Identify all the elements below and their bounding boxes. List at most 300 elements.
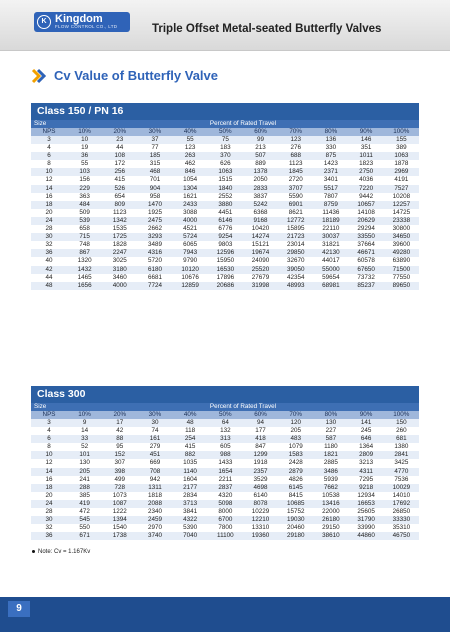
cv-value-cell: 3088 xyxy=(173,209,208,217)
cv-value-cell: 130 xyxy=(313,419,348,427)
table-row xyxy=(31,209,419,217)
cv-value-cell: 370 xyxy=(208,152,243,160)
cv-value-cell: 68981 xyxy=(313,282,348,290)
nps-cell: 30 xyxy=(31,516,67,524)
cv-value-cell: 103 xyxy=(67,168,102,176)
cv-value-cell: 2475 xyxy=(137,217,172,225)
cv-value-cell: 288 xyxy=(67,484,102,492)
cv-value-cell: 988 xyxy=(208,451,243,459)
column-header: 80% xyxy=(313,411,348,419)
cv-value-cell: 4826 xyxy=(278,476,313,484)
cv-value-cell: 13310 xyxy=(243,524,278,532)
cv-value-cell: 25520 xyxy=(243,266,278,274)
cv-value-cell: 42 xyxy=(102,427,137,435)
nps-cell: 24 xyxy=(31,500,67,508)
cv-value-cell: 5242 xyxy=(243,201,278,209)
cv-value-cell: 3713 xyxy=(173,500,208,508)
cv-value-cell: 942 xyxy=(137,476,172,484)
cv-value-cell: 21723 xyxy=(278,233,313,241)
cv-value-cell: 279 xyxy=(137,443,172,451)
company-logo xyxy=(34,12,130,32)
cv-value-cell: 1222 xyxy=(102,508,137,516)
cv-value-cell: 6700 xyxy=(208,516,243,524)
cv-value-cell: 1423 xyxy=(313,160,348,168)
column-header: 50% xyxy=(208,128,243,136)
cv-value-cell: 2371 xyxy=(313,168,348,176)
cv-value-cell: 172 xyxy=(102,160,137,168)
cv-value-cell: 2970 xyxy=(137,524,172,532)
cv-value-cell: 29180 xyxy=(278,532,313,540)
cv-value-cell: 260 xyxy=(384,427,419,435)
column-header: NPS xyxy=(31,128,67,136)
cv-value-cell: 118 xyxy=(173,427,208,435)
cv-value-cell: 9803 xyxy=(208,241,243,249)
logo-name: Kingdom xyxy=(55,13,103,25)
nps-cell: 42 xyxy=(31,266,67,274)
cv-value-cell: 708 xyxy=(137,468,172,476)
cv-value-cell: 276 xyxy=(278,144,313,152)
cv-value-cell: 7527 xyxy=(384,185,419,193)
table-row xyxy=(31,193,419,201)
cv-value-cell: 183 xyxy=(208,144,243,152)
cv-value-cell: 136 xyxy=(313,136,348,144)
cv-value-cell: 1604 xyxy=(173,476,208,484)
cv-value-cell: 16653 xyxy=(349,500,384,508)
cv-value-cell: 6145 xyxy=(278,484,313,492)
cv-value-cell: 1621 xyxy=(173,193,208,201)
cv-value-cell: 19674 xyxy=(243,249,278,257)
cv-value-cell: 35310 xyxy=(384,524,419,532)
cv-value-cell: 14274 xyxy=(243,233,278,241)
cv-value-cell: 6180 xyxy=(137,266,172,274)
cv-value-cell: 263 xyxy=(173,152,208,160)
table-row xyxy=(31,225,419,233)
column-header: 20% xyxy=(102,411,137,419)
cv-value-cell: 5724 xyxy=(173,233,208,241)
nps-cell: 44 xyxy=(31,274,67,282)
cv-value-cell: 2552 xyxy=(208,193,243,201)
column-header: 40% xyxy=(173,411,208,419)
cv-value-cell: 59654 xyxy=(313,274,348,282)
section-title: Cv Value of Butterfly Valve xyxy=(54,68,219,83)
cv-value-cell: 1304 xyxy=(173,185,208,193)
cv-value-cell: 89650 xyxy=(384,282,419,290)
cv-value-cell: 1515 xyxy=(208,176,243,184)
cv-value-cell: 37 xyxy=(137,136,172,144)
cv-value-cell: 10676 xyxy=(173,274,208,282)
cv-value-cell: 313 xyxy=(208,435,243,443)
column-header: 20% xyxy=(102,128,137,136)
cv-value-cell: 389 xyxy=(384,144,419,152)
cv-value-cell: 3880 xyxy=(208,201,243,209)
cv-value-cell: 1465 xyxy=(67,274,102,282)
cv-value-cell: 22000 xyxy=(313,508,348,516)
cv-value-cell: 75 xyxy=(208,136,243,144)
cv-value-cell: 10420 xyxy=(243,225,278,233)
cv-value-cell: 141 xyxy=(349,419,384,427)
cv-value-cell: 17692 xyxy=(384,500,419,508)
cv-value-cell: 30037 xyxy=(313,233,348,241)
cv-value-cell: 42130 xyxy=(313,249,348,257)
cv-value-cell: 5720 xyxy=(137,257,172,265)
cv-value-cell: 71500 xyxy=(384,266,419,274)
table-row xyxy=(31,532,419,540)
column-header: 100% xyxy=(384,411,419,419)
column-header: 30% xyxy=(137,411,172,419)
cv-value-cell: 15895 xyxy=(278,225,313,233)
nps-cell: 20 xyxy=(31,209,67,217)
cv-value-cell: 44 xyxy=(102,144,137,152)
cv-value-cell: 36 xyxy=(67,152,102,160)
cv-value-cell: 7220 xyxy=(349,185,384,193)
cv-value-cell: 108 xyxy=(102,152,137,160)
cv-value-cell: 14108 xyxy=(349,209,384,217)
cv-value-cell: 2969 xyxy=(384,168,419,176)
cv-value-cell: 7807 xyxy=(313,193,348,201)
bullet-icon xyxy=(32,550,35,553)
cv-value-cell: 85237 xyxy=(349,282,384,290)
table-row xyxy=(31,282,419,290)
cv-value-cell: 55000 xyxy=(313,266,348,274)
cv-value-cell: 728 xyxy=(102,484,137,492)
cv-value-cell: 1823 xyxy=(349,160,384,168)
cv-value-cell: 2211 xyxy=(208,476,243,484)
cv-value-cell: 539 xyxy=(67,217,102,225)
cv-value-cell: 177 xyxy=(243,427,278,435)
cv-value-cell: 6776 xyxy=(208,225,243,233)
cv-value-cell: 16530 xyxy=(208,266,243,274)
cv-value-cell: 2177 xyxy=(173,484,208,492)
column-header: 100% xyxy=(384,128,419,136)
nps-cell: 36 xyxy=(31,249,67,257)
travel-label: Percent of Rated Travel xyxy=(67,120,419,128)
nps-cell: 20 xyxy=(31,492,67,500)
cv-value-cell: 809 xyxy=(102,201,137,209)
cv-value-cell: 4698 xyxy=(243,484,278,492)
cv-value-cell: 846 xyxy=(173,168,208,176)
cv-value-cell: 7800 xyxy=(208,524,243,532)
column-header: NPS xyxy=(31,411,67,419)
column-header: 90% xyxy=(349,128,384,136)
cv-value-cell: 23338 xyxy=(384,217,419,225)
cv-value-cell: 48993 xyxy=(278,282,313,290)
nps-cell: 8 xyxy=(31,160,67,168)
cv-value-cell: 11436 xyxy=(313,209,348,217)
cv-value-cell: 11100 xyxy=(208,532,243,540)
table-row xyxy=(31,185,419,193)
cv-value-cell: 67650 xyxy=(349,266,384,274)
cv-value-cell: 6368 xyxy=(243,209,278,217)
nps-cell: 16 xyxy=(31,476,67,484)
cv-value-cell: 55 xyxy=(67,160,102,168)
cv-value-cell: 4311 xyxy=(349,468,384,476)
cv-value-cell: 95 xyxy=(102,443,137,451)
cv-value-cell: 4451 xyxy=(208,209,243,217)
cv-value-cell: 77 xyxy=(137,144,172,152)
table-row xyxy=(31,241,419,249)
cv-value-cell: 654 xyxy=(102,193,137,201)
cv-value-cell: 42354 xyxy=(278,274,313,282)
cv-value-cell: 120 xyxy=(278,419,313,427)
cv-value-cell: 669 xyxy=(137,459,172,467)
cv-value-cell: 1342 xyxy=(102,217,137,225)
cv-value-cell: 20629 xyxy=(349,217,384,225)
nps-cell: 28 xyxy=(31,508,67,516)
cv-value-cell: 1470 xyxy=(137,201,172,209)
table-row xyxy=(31,266,419,274)
cv-value-cell: 1656 xyxy=(67,282,102,290)
cv-value-cell: 33330 xyxy=(384,516,419,524)
cv-value-cell: 48 xyxy=(173,419,208,427)
cv-value-cell: 227 xyxy=(313,427,348,435)
cv-value-cell: 22110 xyxy=(313,225,348,233)
cv-value-cell: 1918 xyxy=(243,459,278,467)
cv-value-cell: 3293 xyxy=(137,233,172,241)
cv-value-cell: 2428 xyxy=(278,459,313,467)
cv-table-class-300 xyxy=(31,403,419,540)
cv-value-cell: 30800 xyxy=(384,225,419,233)
cv-value-cell: 1433 xyxy=(208,459,243,467)
cv-value-cell: 9218 xyxy=(349,484,384,492)
note-text: Note: Cv = 1.167Kv xyxy=(38,549,91,555)
logo-mark-icon: K xyxy=(37,15,51,29)
cv-value-cell: 23014 xyxy=(278,241,313,249)
cv-value-cell: 241 xyxy=(67,476,102,484)
cv-value-cell: 4316 xyxy=(137,249,172,257)
cv-value-cell: 26180 xyxy=(313,516,348,524)
cv-value-cell: 1035 xyxy=(173,459,208,467)
table-row xyxy=(31,484,419,492)
table-row xyxy=(31,201,419,209)
cv-value-cell: 847 xyxy=(243,443,278,451)
column-header: 80% xyxy=(313,128,348,136)
cv-value-cell: 2750 xyxy=(349,168,384,176)
nps-cell: 32 xyxy=(31,524,67,532)
cv-value-cell: 550 xyxy=(67,524,102,532)
cv-value-cell: 1394 xyxy=(102,516,137,524)
cv-value-cell: 9254 xyxy=(208,233,243,241)
table-row xyxy=(31,168,419,176)
cv-value-cell: 39050 xyxy=(278,266,313,274)
cv-value-cell: 1840 xyxy=(208,185,243,193)
cv-value-cell: 9 xyxy=(67,419,102,427)
page-footer xyxy=(0,597,450,632)
cv-value-cell: 3707 xyxy=(278,185,313,193)
cv-value-cell: 1845 xyxy=(278,168,313,176)
column-header: 70% xyxy=(278,128,313,136)
cv-value-cell: 18189 xyxy=(313,217,348,225)
cv-value-cell: 1123 xyxy=(102,209,137,217)
cv-value-cell: 10120 xyxy=(173,266,208,274)
cv-value-cell: 671 xyxy=(67,532,102,540)
cv-value-cell: 229 xyxy=(67,185,102,193)
cv-value-cell: 33990 xyxy=(349,524,384,532)
table-row xyxy=(31,435,419,443)
cv-value-cell: 31790 xyxy=(349,516,384,524)
cv-value-cell: 509 xyxy=(67,209,102,217)
cv-value-cell: 3213 xyxy=(349,459,384,467)
cv-value-cell: 1087 xyxy=(102,500,137,508)
cv-value-cell: 3489 xyxy=(137,241,172,249)
nps-cell: 10 xyxy=(31,168,67,176)
class-label: Class 150 / PN 16 xyxy=(31,103,419,120)
cv-value-cell: 39600 xyxy=(384,241,419,249)
cv-value-cell: 1140 xyxy=(173,468,208,476)
cv-value-cell: 4320 xyxy=(208,492,243,500)
table-row xyxy=(31,427,419,435)
column-header-row xyxy=(31,411,419,419)
table-row xyxy=(31,459,419,467)
cv-value-cell: 10 xyxy=(67,136,102,144)
cv-value-cell: 419 xyxy=(67,500,102,508)
cv-value-cell: 33 xyxy=(67,435,102,443)
cv-value-cell: 12772 xyxy=(278,217,313,225)
cv-value-cell: 3425 xyxy=(384,459,419,467)
cv-value-cell: 63890 xyxy=(384,257,419,265)
cv-value-cell: 15121 xyxy=(243,241,278,249)
cv-value-cell: 8415 xyxy=(278,492,313,500)
cv-value-cell: 7662 xyxy=(313,484,348,492)
cv-value-cell: 2050 xyxy=(243,176,278,184)
cv-value-cell: 1073 xyxy=(102,492,137,500)
size-header-row xyxy=(31,120,419,128)
cv-value-cell: 1320 xyxy=(67,257,102,265)
cv-value-cell: 2340 xyxy=(137,508,172,516)
cv-value-cell: 748 xyxy=(67,241,102,249)
cv-value-cell: 10538 xyxy=(313,492,348,500)
cv-value-cell: 2662 xyxy=(137,225,172,233)
nps-cell: 8 xyxy=(31,443,67,451)
cv-value-cell: 626 xyxy=(208,160,243,168)
cv-value-cell: 688 xyxy=(278,152,313,160)
page-number: 9 xyxy=(8,601,30,617)
cv-value-cell: 9442 xyxy=(349,193,384,201)
cv-value-cell: 24090 xyxy=(243,257,278,265)
cv-value-cell: 1821 xyxy=(313,451,348,459)
cv-value-cell: 33550 xyxy=(349,233,384,241)
cv-value-cell: 587 xyxy=(313,435,348,443)
cv-value-cell: 6146 xyxy=(208,217,243,225)
cv-value-cell: 14 xyxy=(67,427,102,435)
cv-value-cell: 3401 xyxy=(313,176,348,184)
cv-value-cell: 94 xyxy=(243,419,278,427)
cv-value-cell: 889 xyxy=(243,160,278,168)
cv-value-cell: 2879 xyxy=(278,468,313,476)
table-row xyxy=(31,500,419,508)
cv-value-cell: 1311 xyxy=(137,484,172,492)
column-header: 10% xyxy=(67,128,102,136)
cv-value-cell: 123 xyxy=(173,144,208,152)
column-header: 60% xyxy=(243,411,278,419)
cv-value-cell: 254 xyxy=(173,435,208,443)
cv-value-cell: 351 xyxy=(349,144,384,152)
cv-value-cell: 1738 xyxy=(102,532,137,540)
table-row xyxy=(31,144,419,152)
cv-value-cell: 1540 xyxy=(102,524,137,532)
cv-value-cell: 19030 xyxy=(278,516,313,524)
table-row xyxy=(31,257,419,265)
cv-value-cell: 715 xyxy=(67,233,102,241)
table-row xyxy=(31,274,419,282)
cv-value-cell: 1535 xyxy=(102,225,137,233)
cv-value-cell: 46750 xyxy=(384,532,419,540)
class-label: Class 300 xyxy=(31,386,419,403)
cv-value-cell: 681 xyxy=(384,435,419,443)
table-row xyxy=(31,419,419,427)
size-label: Size xyxy=(31,120,67,128)
cv-value-cell: 205 xyxy=(278,427,313,435)
cv-value-cell: 25605 xyxy=(349,508,384,516)
cv-value-cell: 6681 xyxy=(137,274,172,282)
nps-cell: 40 xyxy=(31,257,67,265)
cv-value-cell: 545 xyxy=(67,516,102,524)
cv-value-cell: 2837 xyxy=(208,484,243,492)
cv-value-cell: 385 xyxy=(67,492,102,500)
cv-value-cell: 2247 xyxy=(102,249,137,257)
cv-value-cell: 7295 xyxy=(349,476,384,484)
cv-value-cell: 451 xyxy=(137,451,172,459)
nps-cell: 16 xyxy=(31,193,67,201)
cv-value-cell: 398 xyxy=(102,468,137,476)
cv-value-cell: 13416 xyxy=(313,500,348,508)
cv-value-cell: 5590 xyxy=(278,193,313,201)
cv-value-cell: 1878 xyxy=(384,160,419,168)
cv-value-cell: 55 xyxy=(173,136,208,144)
cv-value-cell: 3486 xyxy=(313,468,348,476)
table-row xyxy=(31,443,419,451)
nps-cell: 24 xyxy=(31,217,67,225)
cv-value-cell: 5939 xyxy=(313,476,348,484)
cv-value-cell: 2834 xyxy=(173,492,208,500)
cv-value-cell: 156 xyxy=(67,176,102,184)
cv-value-cell: 4322 xyxy=(173,516,208,524)
cv-value-cell: 49280 xyxy=(384,249,419,257)
column-header: 30% xyxy=(137,128,172,136)
cv-value-cell: 37664 xyxy=(349,241,384,249)
nps-cell: 12 xyxy=(31,459,67,467)
size-label: Size xyxy=(31,403,67,411)
cv-value-cell: 29294 xyxy=(349,225,384,233)
cv-value-cell: 1299 xyxy=(243,451,278,459)
cv-value-cell: 205 xyxy=(67,468,102,476)
logo-subtitle: FLOW CONTROL CO., LTD xyxy=(55,24,118,29)
cv-value-cell: 867 xyxy=(67,249,102,257)
cv-value-cell: 3740 xyxy=(137,532,172,540)
cv-value-cell: 12934 xyxy=(349,492,384,500)
cv-value-cell: 330 xyxy=(313,144,348,152)
cv-value-cell: 1654 xyxy=(208,468,243,476)
cv-value-cell: 146 xyxy=(349,136,384,144)
cv-value-cell: 31998 xyxy=(243,282,278,290)
table-row xyxy=(31,136,419,144)
cv-value-cell: 10685 xyxy=(278,500,313,508)
cv-value-cell: 31821 xyxy=(313,241,348,249)
cv-value-cell: 8000 xyxy=(208,508,243,516)
cv-value-cell: 20460 xyxy=(278,524,313,532)
cv-value-cell: 101 xyxy=(67,451,102,459)
cv-value-cell: 10229 xyxy=(243,508,278,516)
cv-value-cell: 2833 xyxy=(243,185,278,193)
nps-cell: 32 xyxy=(31,241,67,249)
cv-value-cell: 415 xyxy=(102,176,137,184)
cv-value-cell: 152 xyxy=(102,451,137,459)
cv-value-cell: 19360 xyxy=(243,532,278,540)
page-header xyxy=(0,0,450,51)
cv-value-cell: 29850 xyxy=(278,249,313,257)
cv-value-cell: 1925 xyxy=(137,209,172,217)
cv-value-cell: 605 xyxy=(208,443,243,451)
cv-value-cell: 1180 xyxy=(313,443,348,451)
